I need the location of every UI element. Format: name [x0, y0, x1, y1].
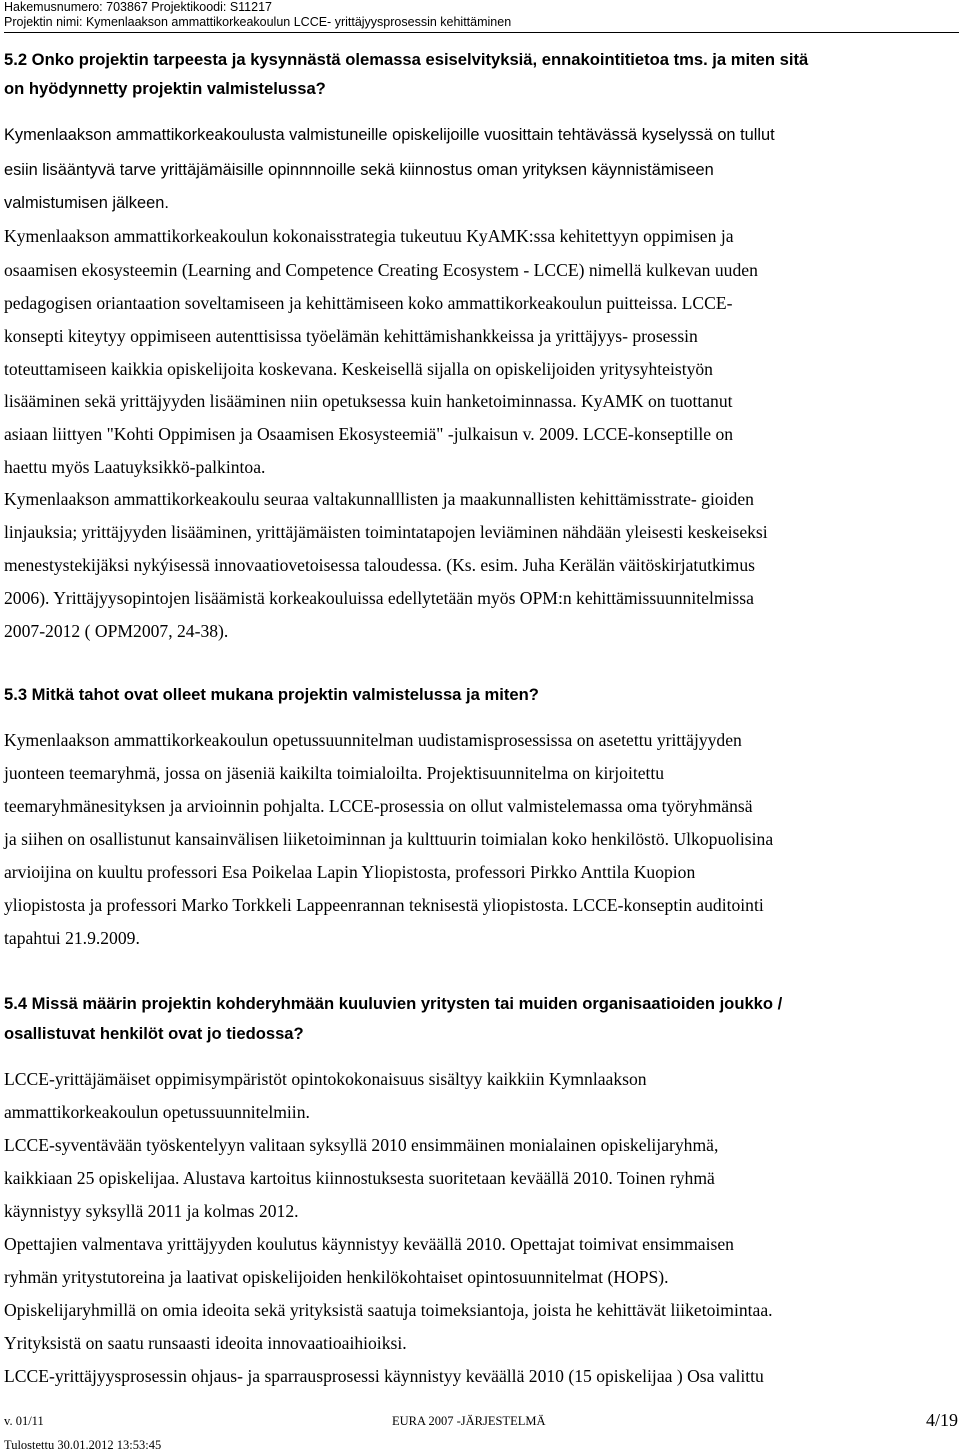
- section-5-2-line: esiin lisääntyvä tarve yrittäjämäisille opinnnnoille sekä kiinnostus oman yrityksen käynnistämiseen: [4, 161, 714, 179]
- section-5-2-line: osaamisen ekosysteemin (Learning and Competence Creating Ecosystem - LCCE) nimellä kulkevan uuden: [4, 260, 758, 280]
- section-5-4-line: Opiskelijaryhmillä on omia ideoita sekä yrityksistä saatuja toimeksiantoja, joista he kehittävät liiketoimintaa.: [4, 1300, 773, 1320]
- section-5-2-line: toteuttamiseen kaikkia opiskelijoita koskevana. Keskeisellä sijalla on opiskelijoiden yritysyhteistyön: [4, 359, 713, 379]
- section-5-4-line: LCCE-yrittäjyysprosessin ohjaus- ja sparrausprosessi käynnistyy keväällä 2010 (15 opiskelijaa ) Osa valittu: [4, 1366, 764, 1386]
- section-5-2-line: haettu myös Laatuyksikkö-palkintoa.: [4, 457, 266, 477]
- section-5-4-line: LCCE-syventävään työskentelyyn valitaan syksyllä 2010 ensimmäinen monialainen opiskelijaryhmä,: [4, 1135, 719, 1155]
- section-5-4-line: kaikkiaan 25 opiskelijaa. Alustava kartoitus kiinnostuksesta suoritetaan keväällä 2010. Toinen ryhmä: [4, 1168, 715, 1188]
- page-number: 4/19: [925, 1410, 958, 1430]
- section-5-4-line: Opettajien valmentava yrittäjyyden koulutus käynnistyy keväällä 2010. Opettajat toimivat ensimmaisen: [4, 1234, 734, 1254]
- section-5-3-line: ja siihen on osallistunut kansainvälisen liiketoiminnan ja kulttuurin toimialan koko henkilöstö. Ulkopuolisina: [4, 829, 774, 849]
- section-5-2-line: Kymenlaakson ammattikorkeakoulu seuraa valtakunnalllisten ja maakunnallisten kehittämisstrate- gioiden: [4, 489, 754, 509]
- section-5-2-line: Kymenlaakson ammattikorkeakoulusta valmistuneille opiskelijoille vuosittain tehtävässä kyselyssä on tullut: [4, 126, 775, 144]
- section-5-2-line: asiaan liittyen "Kohti Oppimisen ja Osaamisen Ekosysteemiä" -julkaisun v. 2009. LCCE-konseptille on: [4, 424, 734, 444]
- section-5-3-line: Kymenlaakson ammattikorkeakoulun opetussuunnitelman uudistamisprosessissa on asetettu yrittäjyyden: [4, 730, 742, 750]
- system-name: EURA 2007 -JÄRJESTELMÄ: [392, 1414, 546, 1428]
- print-timestamp: Tulostettu 30.01.2012 13:53:45: [4, 1438, 162, 1452]
- section-5-2-line: Kymenlaakson ammattikorkeakoulun kokonaisstrategia tukeutuu KyAMK:ssa kehitettyyn oppimisen ja: [4, 226, 734, 246]
- section-5-3-line: arvioijina on kuultu professori Esa Poikelaa Lapin Yliopistosta, professori Pirkko Anttila Kuopion: [4, 862, 696, 882]
- section-5-4-line: ammattikorkeakoulun opetussuunnitelmiin.: [4, 1102, 310, 1122]
- section-5-4-line: Yrityksistä on saatu runsaasti ideoita innovaatioaihioiksi.: [4, 1333, 407, 1353]
- section-5-3-line: yliopistosta ja professori Marko Torkkeli Lappeenrannan teknisestä yliopistosta. LCCE-konseptin auditointi: [4, 895, 764, 915]
- section-5-2-line: menestystekijäksi nykýisessä innovaatiovetoisessa taloudessa. (Ks. esim. Juha Kerälän väitöskirjatutkimus: [4, 555, 756, 575]
- section-5-2-line: 2007-2012 ( OPM2007, 24-38).: [4, 621, 229, 641]
- project-name: Projektin nimi: Kymenlaakson ammattikorkeakoulun LCCE- yrittäjyysprosessin kehittäminen: [4, 15, 512, 29]
- section-5-4-heading-line1: 5.4 Missä määrin projektin kohderyhmään kuuluvien yritysten tai muiden organisaatioiden joukko /: [4, 994, 783, 1013]
- section-5-2-line: linjauksia; yrittäjyyden lisääminen, yrittäjämäisten toimintatapojen leviäminen nähdään yleisesti keskeiseksi: [4, 522, 768, 542]
- section-5-3-line: juonteen teemaryhmä, jossa on jäseniä kaikilta toimialoilta. Projektisuunnitelma on kirjoitettu: [4, 763, 665, 783]
- section-5-2-line: 2006). Yrittäjyysopintojen lisäämistä korkeakouluissa edellytetään myös OPM:n kehittämissuunnitelmissa: [4, 588, 754, 608]
- section-5-2-line: valmistumisen jälkeen.: [4, 194, 169, 212]
- header-divider: [4, 32, 959, 33]
- form-version: v. 01/11: [4, 1414, 44, 1428]
- section-5-4-line: ryhmän yritystutoreina ja laativat opiskelijoiden henkilökohtaiset opintosuunnitelmat (HOPS).: [4, 1267, 669, 1287]
- section-5-4-heading-line2: osallistuvat henkilöt ovat jo tiedossa?: [4, 1024, 304, 1043]
- section-5-4-line: käynnistyy syksyllä 2011 ja kolmas 2012.: [4, 1201, 299, 1221]
- section-5-3-heading: 5.3 Mitkä tahot ovat olleet mukana projektin valmistelussa ja miten?: [4, 685, 539, 704]
- section-5-2-line: pedagogisen oriantaation soveltamiseen ja kehittämiseen koko ammattikorkeakoulun puitteissa. LCCE-: [4, 293, 733, 313]
- section-5-2-line: konsepti kiteytyy oppimiseen autenttisissa työelämän kehittämishankkeissa ja yrittäjyys- prosessin: [4, 326, 698, 346]
- section-5-3-line: teemaryhmänesityksen ja arvioinnin pohjalta. LCCE-prosessia on ollut valmistelemassa oma työryhmänsä: [4, 796, 753, 816]
- section-5-2-line: lisääminen sekä yrittäjyyden lisääminen niin opetuksessa kuin hanketoiminnassa. KyAMK on tuottanut: [4, 391, 733, 411]
- application-number: Hakemusnumero: 703867 Projektikoodi: S11217: [4, 0, 272, 14]
- section-5-2-heading-line1: 5.2 Onko projektin tarpeesta ja kysynnästä olemassa esiselvityksiä, ennakointitietoa tms. ja miten sitä: [4, 50, 809, 69]
- section-5-4-line: LCCE-yrittäjämäiset oppimisympäristöt opintokokonaisuus sisältyy kaikkiin Kymnlaakson: [4, 1069, 647, 1089]
- section-5-3-line: tapahtui 21.9.2009.: [4, 928, 140, 948]
- section-5-2-heading-line2: on hyödynnetty projektin valmistelussa?: [4, 79, 326, 98]
